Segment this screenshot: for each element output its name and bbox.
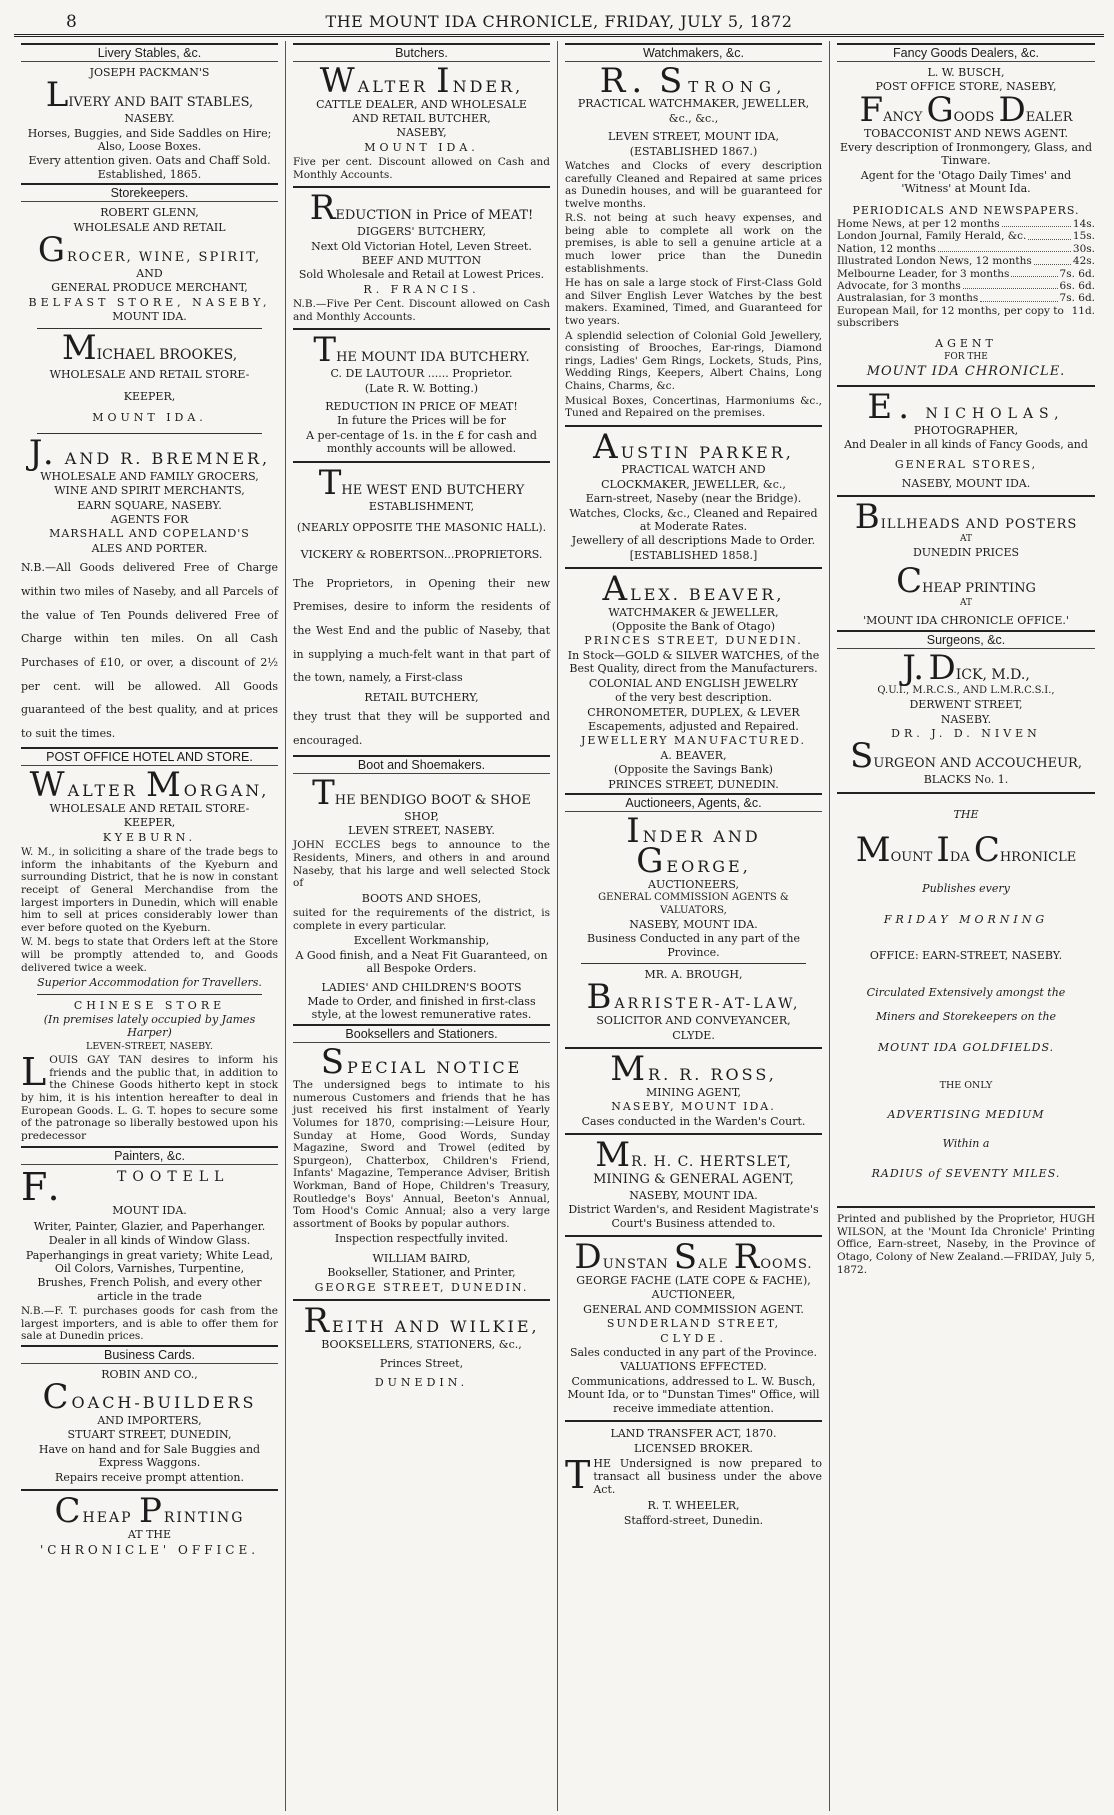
store-and: AND bbox=[136, 266, 163, 280]
livery-place: NASEBY. bbox=[124, 112, 175, 126]
store-l4: BELFAST STORE, NASEBY, bbox=[28, 295, 271, 309]
morgan-title: WALTER MORGAN, bbox=[29, 765, 270, 806]
chron-l4: Circulated Extensively amongst the bbox=[866, 986, 1066, 1000]
periodical-price: 6s. 6d. bbox=[1059, 279, 1095, 292]
busch-l4: Every description of Ironmongery, Glass, and Tinware. bbox=[839, 141, 1093, 168]
auct-l14: GEORGE FACHE (LATE COPE & FACHE), bbox=[576, 1274, 811, 1288]
auct-l3: NASEBY, MOUNT IDA. bbox=[629, 917, 758, 931]
periodical-price: 30s. bbox=[1072, 242, 1095, 255]
westend-title: THE WEST END BUTCHERY bbox=[318, 462, 525, 503]
periodical-name: European Mail, for 12 months, per copy to subscribers bbox=[837, 304, 1064, 330]
beaver-l9: JEWELLERY MANUFACTURED. bbox=[580, 734, 807, 748]
dunstan-title: DUNSTAN SALE ROOMS. bbox=[574, 1237, 813, 1278]
auct-l19: Sales conducted in any part of the Province. bbox=[569, 1346, 818, 1360]
page-number: 8 bbox=[66, 12, 77, 32]
column-4 bbox=[830, 41, 1102, 1811]
beaver-l10: A. BEAVER, bbox=[660, 748, 727, 762]
auct-l10: Cases conducted in the Warden's Court. bbox=[581, 1114, 806, 1128]
leader-dots bbox=[963, 280, 1058, 289]
busch-l5: Agent for the 'Otago Daily Times' and 'Witness' at Mount Ida. bbox=[860, 168, 1072, 196]
strong-b5: Musical Boxes, Concertinas, Harmoniums &c., Tuned and Repaired on the premises. bbox=[565, 394, 822, 420]
diggers-l1: DIGGERS' BUTCHERY, bbox=[356, 225, 487, 239]
inder-george-title: INDER AND GEORGE, bbox=[626, 810, 761, 882]
strong-b3: He has on sale a large stock of First-Class Gold and Silver English Lever Watches by the best makers. Examined, Timed, and Guaranteed for two years. bbox=[565, 277, 822, 328]
beaver-l3: PRINCES STREET, DUNEDIN. bbox=[584, 634, 803, 648]
section-business-cards: Business Cards. bbox=[21, 1345, 278, 1364]
morgan-l3: KYEBURN. bbox=[102, 830, 197, 844]
section-butchers: Butchers. bbox=[293, 43, 550, 62]
beaver-l12: PRINCES STREET, DUNEDIN. bbox=[608, 777, 779, 791]
strong-l2: &c., &c., bbox=[668, 111, 719, 125]
cards-l2: STUART STREET, DUNEDIN, bbox=[67, 1428, 232, 1442]
diggers-l3: BEEF AND MUTTON bbox=[361, 254, 482, 267]
surg-l2: DERWENT STREET, bbox=[909, 698, 1023, 712]
busch-title: FANCY GOODS DEALER bbox=[859, 89, 1073, 130]
leader-dots bbox=[1034, 255, 1071, 264]
cards-l4: Repairs receive prompt attention. bbox=[55, 1470, 244, 1484]
periodical-row bbox=[837, 230, 1095, 242]
masthead bbox=[14, 8, 1104, 37]
billheads-title: BILLHEADS AND POSTERS bbox=[854, 497, 1078, 538]
auct-l18: CLYDE. bbox=[660, 1331, 727, 1345]
boots-l3: BOOTS AND SHOES, bbox=[361, 891, 482, 905]
painters-l1: Writer, Painter, Glazier, and Paperhanger. bbox=[33, 1219, 266, 1233]
parker-l5: Jewellery of all descriptions Made to Order. bbox=[571, 534, 816, 548]
chron-title: MOUNT IDA CHRONICLE bbox=[855, 830, 1077, 871]
beaver-l1: WATCHMAKER & JEWELLER, bbox=[608, 605, 779, 619]
store-l5: MOUNT IDA. bbox=[112, 310, 187, 324]
beaver-l8: Escapements, adjusted and Repaired. bbox=[588, 719, 799, 733]
cards-name: ROBIN AND CO., bbox=[101, 1368, 198, 1382]
livery-line2: Every attention given. Oats and Chaff Sold. Established, 1865. bbox=[28, 154, 271, 181]
chinese-title: CHINESE STORE bbox=[73, 998, 226, 1012]
mtida-l3: REDUCTION IN PRICE OF MEAT! bbox=[325, 400, 518, 414]
inder-l2: AND RETAIL BUTCHER, bbox=[352, 111, 491, 125]
chinese-addr: LEVEN-STREET, NASEBY. bbox=[86, 1040, 213, 1052]
brookes-l1: WHOLESALE AND RETAIL STORE- bbox=[49, 367, 250, 381]
cards-title: COACH-BUILDERS bbox=[42, 1377, 257, 1418]
periodical-row bbox=[837, 243, 1095, 255]
busch-for: FOR THE bbox=[944, 351, 988, 362]
livery-line1: Horses, Buggies, and Side Saddles on Hire; Also, Loose Boxes. bbox=[27, 126, 272, 154]
chron-l7: THE ONLY bbox=[939, 1080, 993, 1092]
diggers-title: REDUCTION in Price of MEAT! bbox=[309, 188, 534, 229]
periodical-price: 7s. 6d. bbox=[1059, 292, 1095, 305]
surg-l4: DR. J. D. NIVEN bbox=[891, 726, 1041, 740]
reith-l5: BOOKSELLERS, STATIONERS, &c., bbox=[321, 1337, 522, 1351]
boots-l7: Made to Order, and finished in first-class style, at the lowest remunerative rates. bbox=[307, 994, 536, 1022]
painters-l4: Brushes, French Polish, and every other article in the trade bbox=[37, 1276, 262, 1303]
bills-l2: DUNEDIN PRICES bbox=[912, 546, 1020, 560]
periodical-name: Nation, 12 months bbox=[837, 242, 936, 255]
cheap-printing-title: CHEAP PRINTING bbox=[54, 1491, 245, 1532]
periodical-row bbox=[837, 305, 1095, 330]
bremner-title: J. AND R. BREMNER, bbox=[28, 433, 271, 474]
auct-l25: Stafford-street, Dunedin. bbox=[623, 1513, 764, 1527]
parker-l4: Watches, Clocks, &c., Cleaned and Repaired at Moderate Rates. bbox=[569, 506, 818, 533]
cheap-printing-office: 'CHRONICLE' OFFICE. bbox=[39, 1542, 260, 1557]
chron-l3: OFFICE: EARN-STREET, NASEBY. bbox=[869, 948, 1063, 962]
livery-title: LIVERY AND BAIT STABLES, bbox=[45, 75, 254, 116]
periodical-price: 15s. bbox=[1072, 230, 1095, 243]
morgan-l1: WHOLESALE AND RETAIL STORE- bbox=[49, 801, 250, 815]
store-l3: GENERAL PRODUCE MERCHANT, bbox=[51, 281, 248, 295]
leader-dots bbox=[938, 243, 1071, 252]
leader-dots bbox=[1028, 230, 1071, 239]
parker-l1: PRACTICAL WATCH AND bbox=[621, 463, 766, 477]
boots-l6: LADIES' AND CHILDREN'S BOOTS bbox=[321, 980, 522, 994]
strong-l3: LEVEN STREET, MOUNT IDA, bbox=[608, 130, 779, 144]
morgan-body: W. M., in soliciting a share of the trade begs to inform the inhabitants of the Kyeburn and surrounding District, that he is now in constant receipt of General Merchandise from the largest importers in Dunedin, which will enable him to sell at prices considerably lower than ever before quoted on the Kyeburn. bbox=[21, 846, 278, 934]
periodical-price: 7s. 6d. bbox=[1059, 267, 1095, 280]
hertslet-title: MR. H. C. HERTSLET, bbox=[595, 1135, 792, 1176]
parker-title: AUSTIN PARKER, bbox=[593, 426, 794, 467]
strong-b1: Watches and Clocks of every description carefully Cleaned and Repaired at same prices as Dunedin houses, and will be guaranteed for twelve months. bbox=[565, 159, 822, 210]
barrister-title: BARRISTER-AT-LAW, bbox=[586, 977, 801, 1018]
boots-l1: SHOP, bbox=[404, 809, 439, 823]
auct-l21: Communications, addressed to L. W. Busch, Mount Ida, or to "Dunstan Times" Office, will receive immediate attention. bbox=[567, 1374, 820, 1415]
books-l3: Bookseller, Stationer, and Printer, bbox=[327, 1266, 516, 1280]
brookes-title: MICHAEL BROOKES, bbox=[61, 327, 238, 368]
painters-l3: Paperhangings in great variety; White Lead, Oil Colors, Varnishes, Turpentine, bbox=[25, 1248, 274, 1276]
nicholas-l2: And Dealer in all kinds of Fancy Goods, and bbox=[844, 438, 1088, 452]
periodical-name: Home News, at per 12 months bbox=[837, 218, 1000, 231]
auct-l17: SUNDERLAND STREET, bbox=[606, 1317, 781, 1331]
mtida-l4: In future the Prices will be for bbox=[337, 414, 506, 428]
cheap-printing-at: AT THE bbox=[127, 1528, 172, 1542]
boots-l4: Excellent Workmanship, bbox=[353, 934, 490, 948]
niven-title: SURGEON AND ACCOUCHEUR, bbox=[850, 736, 1082, 777]
parker-l6: [ESTABLISHED 1858.] bbox=[629, 548, 758, 562]
ross-title: MR. R. ROSS, bbox=[610, 1049, 777, 1090]
auct-l22: LAND TRANSFER ACT, 1870. bbox=[610, 1427, 777, 1441]
strong-b2: R.S. not being at such heavy expenses, and being able to complete all work on the premises, is able to sell a genuine article at a much lower price than the Dunedin establishments. bbox=[565, 212, 822, 275]
beaver-l2: (Opposite the Bank of Otago) bbox=[611, 620, 776, 634]
books-l4: GEORGE STREET, DUNEDIN. bbox=[314, 1280, 529, 1294]
morgan-l2: KEEPER, bbox=[123, 816, 176, 830]
periodical-price: 11d. bbox=[1071, 304, 1095, 317]
periodicals-list bbox=[837, 218, 1095, 329]
periodicals-heading: PERIODICALS AND NEWSPAPERS. bbox=[852, 203, 1080, 217]
imprint: Printed and published by the Proprietor, HUGH WILSON, at the 'Mount Ida Chronicle' Printing Office, Earn-street, Naseby, in the Province of Otago, Colony of New Zealand.—FRIDAY, July 5, 1872. bbox=[837, 1213, 1095, 1276]
brookes-l2: KEEPER, bbox=[123, 389, 176, 403]
chron-l2: FRIDAY MORNING bbox=[883, 913, 1049, 927]
nicholas-title: E. NICHOLAS, bbox=[867, 386, 1065, 427]
bremner-l2: WINE AND SPIRIT MERCHANTS, bbox=[54, 484, 245, 498]
westend-l1: ESTABLISHMENT, bbox=[368, 499, 475, 513]
auct-l8: MINING AGENT, bbox=[645, 1085, 742, 1099]
morgan-body2: W. M. begs to state that Orders left at the Store will be promptly attended to, and Goods delivered twice a week. bbox=[21, 936, 278, 974]
westend-l3: VICKERY & ROBERTSON...PROPRIETORS. bbox=[300, 548, 543, 562]
newspaper-title: THE MOUNT IDA CHRONICLE, FRIDAY, JULY 5, 1872 bbox=[325, 12, 793, 31]
periodical-name: Melbourne Leader, for 3 months bbox=[837, 267, 1010, 280]
store-title: GROCER, WINE, SPIRIT, bbox=[37, 230, 262, 271]
cheap-printing-4: CHEAP PRINTING bbox=[896, 560, 1036, 601]
westend-body2: they trust that they will be supported and encouraged. bbox=[293, 710, 550, 748]
diggers-l5: R. FRANCIS. bbox=[363, 282, 480, 296]
section-auctioneers: Auctioneers, Agents, &c. bbox=[565, 793, 822, 812]
westend-l4: RETAIL BUTCHERY, bbox=[364, 690, 479, 704]
busch-l1: L. W. BUSCH, bbox=[927, 66, 1005, 79]
bills-l4: 'MOUNT IDA CHRONICLE OFFICE.' bbox=[863, 614, 1069, 628]
auct-l23: LICENSED BROKER. bbox=[633, 1441, 753, 1455]
surg-l5: BLACKS No. 1. bbox=[923, 773, 1009, 787]
books-title: SPECIAL NOTICE bbox=[320, 1041, 523, 1082]
inder-l3: NASEBY, bbox=[396, 126, 447, 140]
auct-l15: AUCTIONEER, bbox=[651, 1288, 736, 1302]
auct-l6: SOLICITOR AND CONVEYANCER, bbox=[596, 1014, 791, 1028]
morgan-footer: Superior Accommodation for Travellers. bbox=[37, 976, 262, 990]
chron-l6: MOUNT IDA GOLDFIELDS. bbox=[877, 1040, 1055, 1054]
inder-l1: CATTLE DEALER, AND WHOLESALE bbox=[316, 97, 527, 111]
auct-l24: R. T. WHEELER, bbox=[647, 1499, 740, 1513]
beaver-l5: COLONIAL AND ENGLISH JEWELRY bbox=[588, 676, 799, 690]
leader-dots bbox=[980, 292, 1057, 301]
periodical-price: 42s. bbox=[1072, 255, 1095, 268]
chron-l9: Within a bbox=[942, 1137, 990, 1151]
books-body: The undersigned begs to intimate to his numerous Customers and friends that he has just received his first instalment of Yearly Volumes for 1870, comprising:—Leisure Hour, Sunday at Home, Good Words, Sunday Magazine, Sword and Trowel (edited by Spurgeon), Chatterbox, Children's Friend, Infants' Magazine, Temperance Adviser, British Workman, Band of Hope, Children's Treasury, Routledge's Boys' Annual, Beeton's Annual, Tom Hood's Comic Annual; also a very large assortment of Books by popular authors. bbox=[293, 1079, 550, 1230]
beaver-l7: CHRONOMETER, DUPLEX, & LEVER bbox=[587, 705, 800, 719]
diggers-l6: N.B.—Five Per Cent. Discount allowed on Cash and Monthly Accounts. bbox=[293, 298, 550, 323]
strong-b4: A splendid selection of Colonial Gold Jewellery, consisting of Brooches, Ear-rings, Diamond rings, Ladies' Gem Rings, Lockets, Studs, Pins, Wedding Rings, Keepers, Albert Chains, Long Chains, Charms, &c. bbox=[565, 329, 822, 393]
parker-l3: Earn-street, Naseby (near the Bridge). bbox=[585, 492, 802, 506]
mtida-title: THE MOUNT IDA BUTCHERY. bbox=[313, 330, 530, 371]
chinese-body: LOUIS GAY TAN desires to inform his friends and the public that, in addition to the Chinese Goods hitherto kept in stock by him, it is his intention hereafter to deal in European Goods. L. G. T. hopes to secure some of the patronage so liberally bestowed upon his predecessor bbox=[21, 1050, 278, 1142]
bremner-l3: EARN SQUARE, NASEBY. bbox=[77, 498, 222, 512]
boots-l2: LEVEN STREET, NASEBY. bbox=[348, 823, 495, 837]
auct-l2: GENERAL COMMISSION AGENTS & VALUATORS, bbox=[598, 892, 789, 916]
nicholas-l3: GENERAL STORES, bbox=[894, 457, 1038, 471]
periodical-row bbox=[837, 292, 1095, 304]
busch-l3: TOBACCONIST AND NEWS AGENT. bbox=[863, 126, 1069, 140]
mtida-l2: (Late R. W. Botting.) bbox=[364, 381, 479, 395]
boots-title: THE BENDIGO BOOT & SHOE bbox=[312, 772, 531, 813]
periodical-price: 14s. bbox=[1072, 218, 1095, 231]
diggers-l2: Next Old Victorian Hotel, Leven Street. bbox=[311, 239, 532, 253]
section-storekeepers: Storekeepers. bbox=[21, 183, 278, 202]
chinese-sub: (In premises lately occupied by James Harper) bbox=[43, 1012, 256, 1040]
leader-dots bbox=[1011, 268, 1057, 277]
column-3 bbox=[558, 41, 830, 1811]
mtida-l5: A per-centage of 1s. in the £ for cash and monthly accounts will be allowed. bbox=[306, 428, 537, 456]
beaver-title: ALEX. BEAVER, bbox=[602, 569, 785, 610]
chron-l8: ADVERTISING MEDIUM bbox=[887, 1107, 1045, 1121]
nicholas-l4: NASEBY, MOUNT IDA. bbox=[901, 477, 1031, 491]
strong-l1: PRACTICAL WATCHMAKER, JEWELLER, bbox=[577, 97, 810, 111]
painters-l5: N.B.—F. T. purchases goods for cash from the largest importers, and is able to offer them for sale at Dunedin prices. bbox=[21, 1305, 278, 1343]
section-post-office-hotel: POST OFFICE HOTEL AND STORE. bbox=[21, 747, 278, 766]
column-1 bbox=[14, 41, 286, 1811]
auct-l12: NASEBY, MOUNT IDA. bbox=[629, 1188, 758, 1202]
auct-l20: VALUATIONS EFFECTED. bbox=[620, 1360, 767, 1374]
periodical-name: Advocate, for 3 months bbox=[837, 279, 961, 292]
busch-agent: AGENT bbox=[935, 337, 997, 351]
auct-l11: MINING & GENERAL AGENT, bbox=[593, 1172, 794, 1188]
section-boot-shoemakers: Boot and Shoemakers. bbox=[293, 755, 550, 774]
inder-l4: MOUNT IDA. bbox=[364, 140, 479, 154]
auct-l1: AUCTIONEERS, bbox=[648, 877, 739, 891]
parker-l2: CLOCKMAKER, JEWELLER, &c., bbox=[601, 477, 786, 491]
section-fancy-goods: Fancy Goods Dealers, &c. bbox=[837, 43, 1095, 62]
auct-l5: MR. A. BROUGH, bbox=[644, 967, 743, 981]
reith-title: REITH AND WILKIE, bbox=[303, 1301, 540, 1342]
periodical-row bbox=[837, 255, 1095, 267]
boots-body: JOHN ECCLES begs to announce to the Residents, Miners, and others in and around Naseby, that his large and well selected Stock of bbox=[293, 839, 550, 890]
bremner-l4: AGENTS FOR bbox=[110, 513, 189, 527]
store-name: ROBERT GLENN, bbox=[100, 206, 199, 220]
cards-l1: AND IMPORTERS, bbox=[97, 1414, 202, 1427]
inder-title: WALTER INDER, bbox=[319, 61, 524, 101]
mtida-l1: C. DE LAUTOUR ...... Proprietor. bbox=[330, 367, 513, 381]
periodical-name: London Journal, Family Herald, &c. bbox=[837, 230, 1027, 243]
section-watchmakers: Watchmakers, &c. bbox=[565, 43, 822, 62]
nicholas-l1: PHOTOGRAPHER, bbox=[913, 423, 1019, 437]
chron-l5: Miners and Storekeepers on the bbox=[875, 1009, 1057, 1023]
bremner-l6: ALES AND PORTER. bbox=[91, 541, 208, 555]
painters-l2: Dealer in all kinds of Window Glass. bbox=[48, 1234, 251, 1248]
boots-l5: A Good finish, and a Neat Fit Guaranteed, on all Bespoke Orders. bbox=[295, 948, 548, 976]
auct-l9: NASEBY, MOUNT IDA. bbox=[611, 1100, 776, 1114]
chron-l10: RADIUS of SEVENTY MILES. bbox=[871, 1166, 1061, 1180]
busch-l2: POST OFFICE STORE, NASEBY, bbox=[875, 80, 1057, 94]
beaver-l4: In Stock—GOLD & SILVER WATCHES, of the Best Quality, direct from the Manufacturers. bbox=[567, 648, 820, 676]
strong-title: R. STRONG, bbox=[599, 61, 788, 101]
reith-l7: DUNEDIN. bbox=[374, 1376, 469, 1390]
periodical-row bbox=[837, 268, 1095, 280]
wheeler-body: THE Undersigned is now prepared to transact all business under the above Act. bbox=[565, 1452, 822, 1497]
auct-l16: GENERAL AND COMMISSION AGENT. bbox=[583, 1302, 804, 1316]
beaver-l6: of the very best description. bbox=[615, 691, 772, 705]
periodical-row bbox=[837, 218, 1095, 230]
busch-paper: MOUNT IDA CHRONICLE. bbox=[866, 363, 1066, 379]
cards-l3: Have on hand and for Sale Buggies and Express Waggons. bbox=[38, 1442, 261, 1470]
auct-l4: Business Conducted in any part of the Province. bbox=[586, 932, 801, 959]
bremner-body: N.B.—All Goods delivered Free of Charge within two miles of Naseby, and all Parcels of the value of Ten Pounds delivered Free of Charge within ten miles. On all Cash Purchases of £10, or over, a discount of 2½ per cent. will be allowed. All Goods guaranteed of the best quality, and at prices to suit the times. bbox=[21, 561, 278, 740]
bills-l1: AT bbox=[959, 534, 972, 545]
strong-l4: (ESTABLISHED 1867.) bbox=[629, 144, 758, 158]
periodical-row bbox=[837, 280, 1095, 292]
surg-l1: Q.U.I., M.R.C.S., AND L.M.R.C.S.I., bbox=[877, 684, 1055, 696]
column-2 bbox=[286, 41, 558, 1811]
brookes-l3: MOUNT IDA. bbox=[92, 411, 207, 425]
auct-l7: CLYDE. bbox=[672, 1028, 715, 1042]
chron-l1: Publishes every bbox=[922, 881, 1010, 895]
bills-l3: AT bbox=[959, 597, 972, 608]
periodical-name: Australasian, for 3 months bbox=[837, 292, 979, 305]
books-l2: WILLIAM BAIRD, bbox=[372, 1251, 471, 1265]
boots-body2: suited for the requirements of the district, is complete in every particular. bbox=[293, 907, 550, 932]
auct-l13: District Warden's, and Resident Magistrate's Court's Business attended to. bbox=[568, 1203, 819, 1230]
inder-l5: Five per cent. Discount allowed on Cash and Monthly Accounts. bbox=[293, 156, 550, 181]
beaver-l11: (Opposite the Savings Bank) bbox=[614, 763, 773, 777]
painters-place: MOUNT IDA. bbox=[112, 1204, 187, 1218]
reith-l6: Princes Street, bbox=[379, 1356, 464, 1370]
dick-title: J. DICK, M.D., bbox=[902, 647, 1030, 688]
chron-the: THE bbox=[953, 807, 979, 821]
section-painters: Painters, &c. bbox=[21, 1146, 278, 1165]
bremner-l1: WHOLESALE AND FAMILY GROCERS, bbox=[40, 469, 259, 483]
livery-name: JOSEPH PACKMAN'S bbox=[89, 66, 210, 79]
periodical-name: Illustrated London News, 12 months bbox=[837, 255, 1032, 268]
westend-l2: (NEARLY OPPOSITE THE MASONIC HALL). bbox=[296, 520, 547, 534]
painters-title: F. TOOTELL bbox=[21, 1169, 230, 1204]
section-booksellers: Booksellers and Stationers. bbox=[293, 1024, 550, 1043]
bremner-l5: MARSHALL AND COPELAND'S bbox=[49, 527, 250, 541]
section-livery: Livery Stables, &c. bbox=[21, 43, 278, 62]
books-l1: Inspection respectfully invited. bbox=[334, 1232, 509, 1246]
section-surgeons: Surgeons, &c. bbox=[837, 630, 1095, 649]
store-l1: WHOLESALE AND RETAIL bbox=[73, 220, 226, 234]
diggers-l4: Sold Wholesale and Retail at Lowest Prices. bbox=[298, 268, 545, 282]
leader-dots bbox=[1002, 218, 1071, 227]
westend-body: The Proprietors, in Opening their new Premises, desire to inform the residents of the West End and the public of Naseby, that in supplying a much-felt want in that part of the town, namely, a First-class bbox=[293, 576, 550, 685]
surg-l3: NASEBY. bbox=[940, 712, 992, 726]
